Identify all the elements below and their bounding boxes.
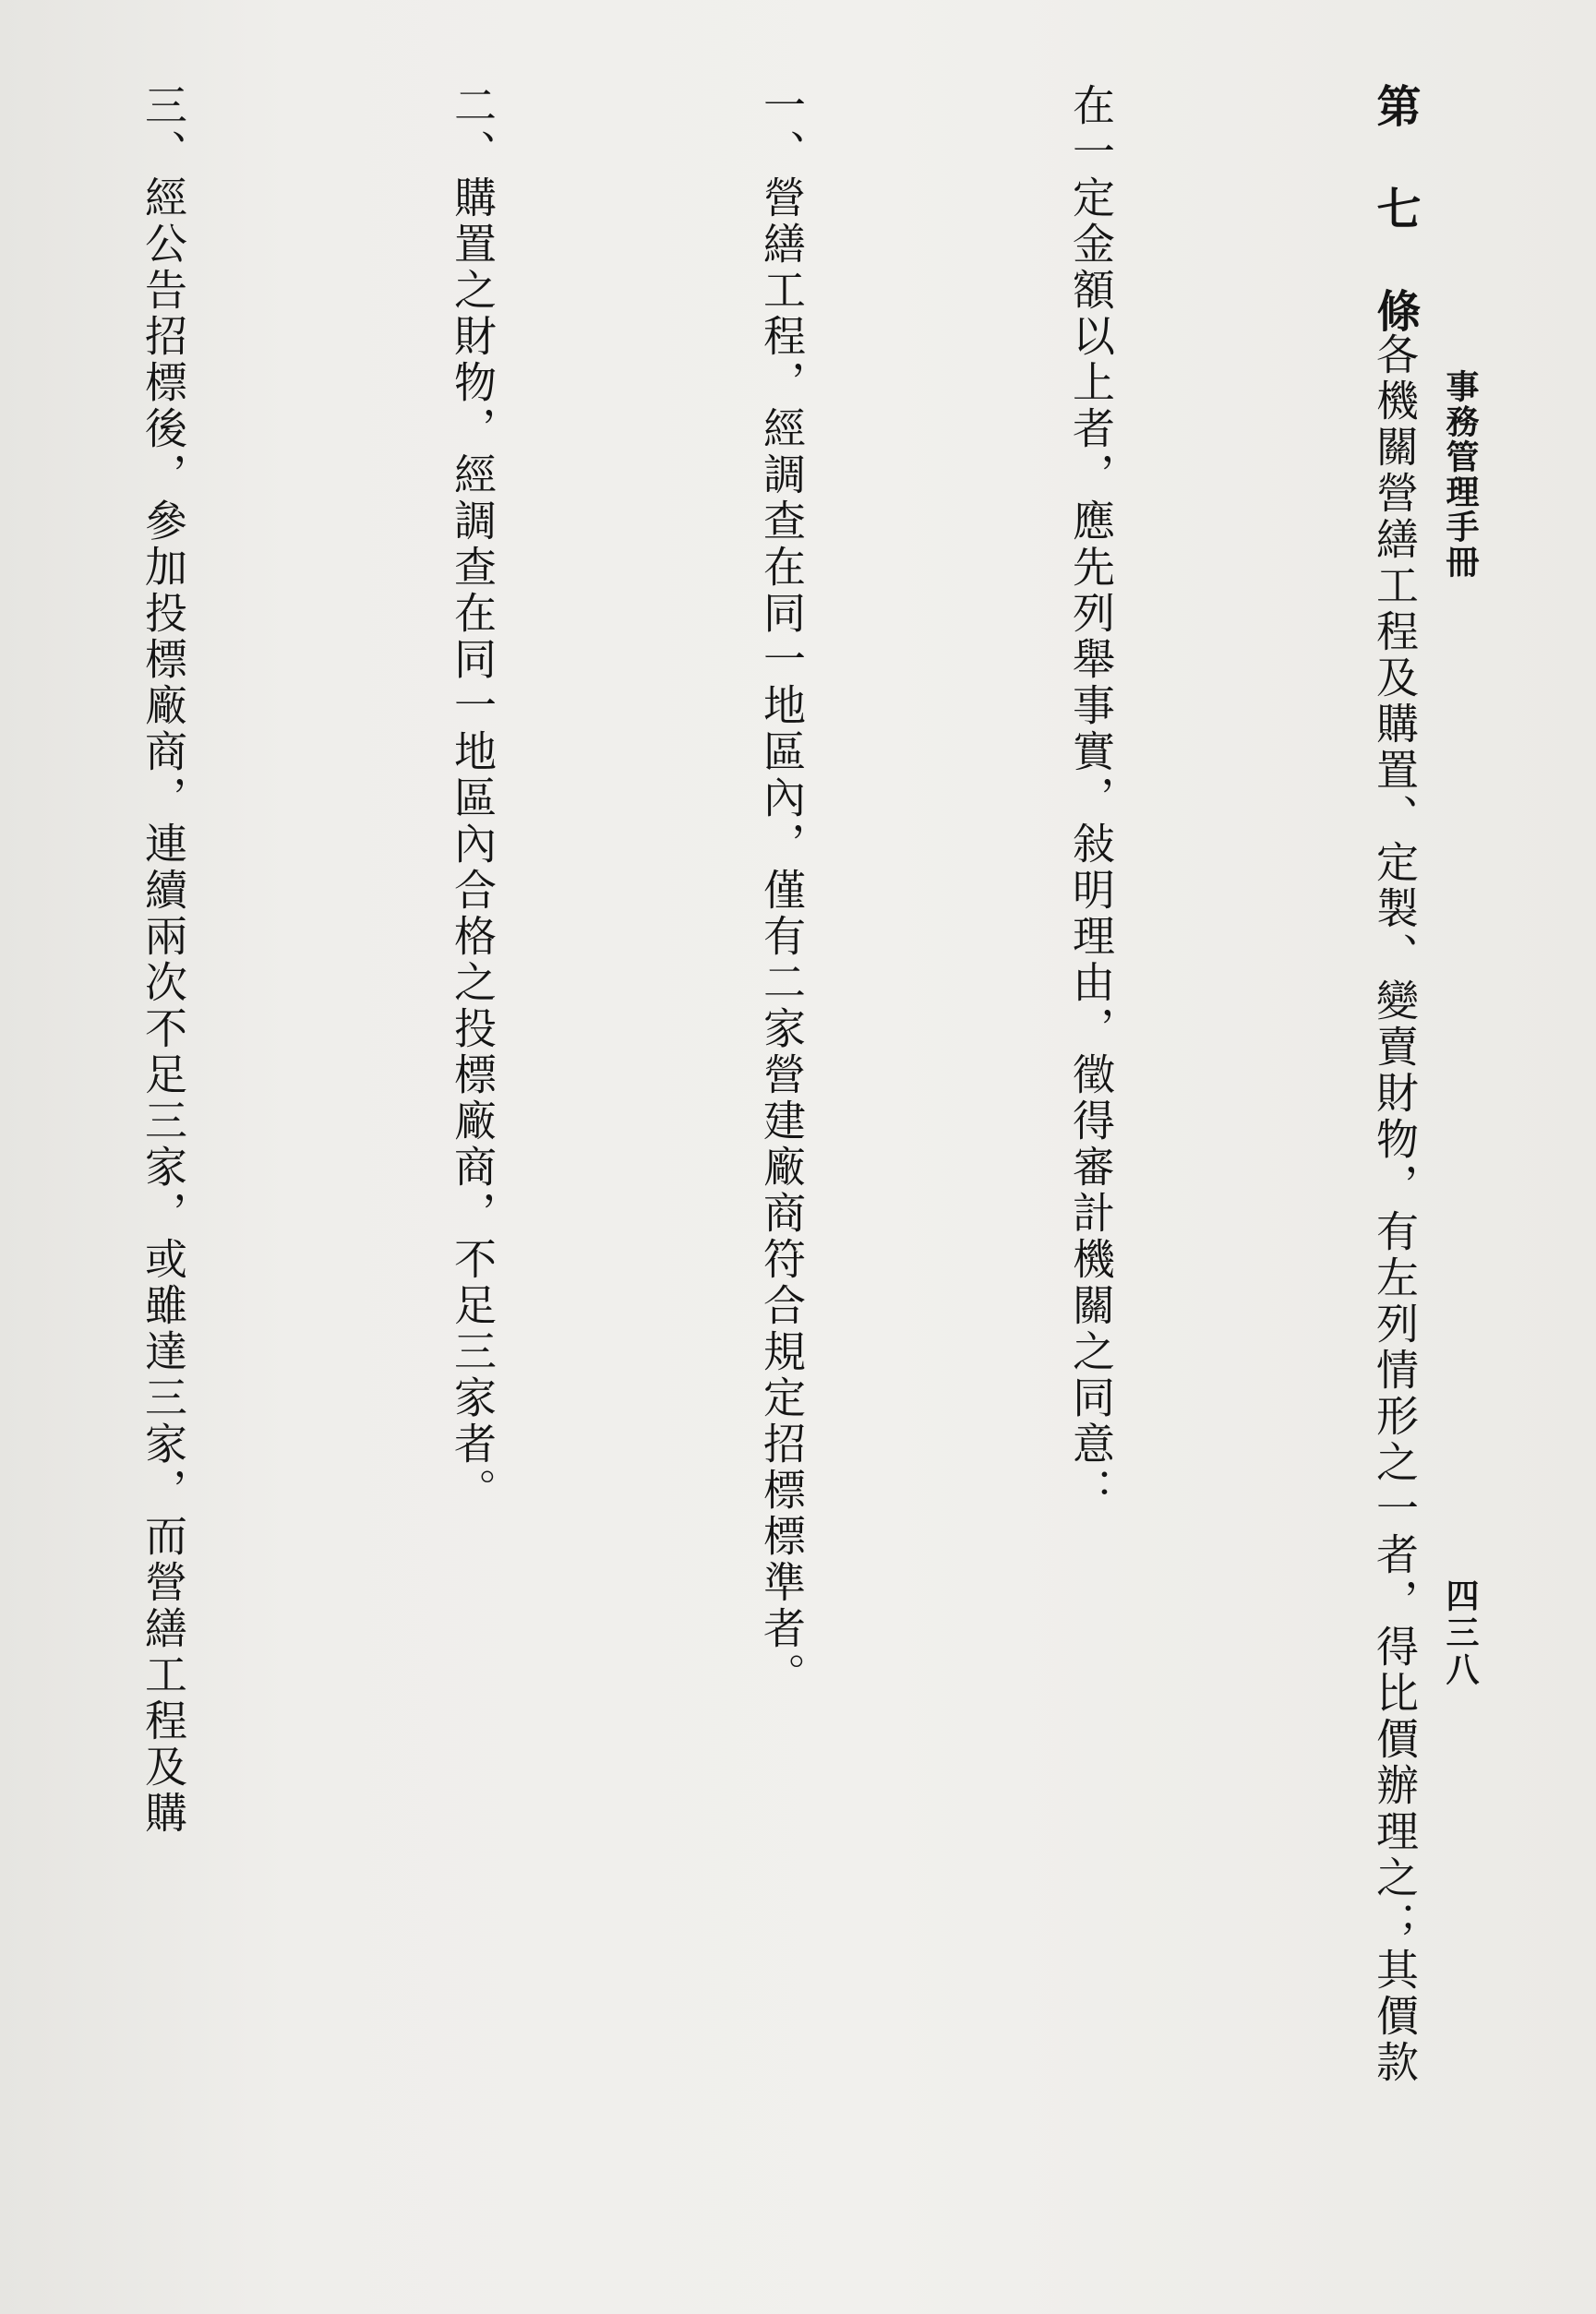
article-7-item-2: 二、購置之財物，經調查在同一地區內合格之投標廠商，不足三家者。 — [448, 83, 498, 1514]
article-7-item-1: 一、營繕工程，經調查在同一地區內，僅有二家營建廠商符合規定招標標準者。 — [757, 83, 807, 1698]
article-7-label: 第七條 — [1369, 83, 1421, 332]
body-text — [0, 83, 1430, 2280]
article-7-first-line — [1322, 83, 1430, 2280]
article-7-text-line-1: 各機關營繕工程及購置、定製、變賣財物，有左列情形之一者，得比價辦理之；其價款 — [1370, 332, 1420, 2086]
running-head-title: 事務管理手冊 — [1441, 369, 1480, 580]
article-7-text-line-2: 在一定金額以上者，應先列舉事實，敍明理由，徵得審計機關之同意： — [1066, 83, 1116, 1514]
page-number: 四三八 — [1441, 1578, 1480, 1689]
article-7-item-3b — [0, 83, 127, 2280]
article-7-item-3a: 三、經公告招標後，參加投標廠商，連續兩次不足三家，或雖達三家，而營繕工程及購 — [138, 83, 188, 1837]
